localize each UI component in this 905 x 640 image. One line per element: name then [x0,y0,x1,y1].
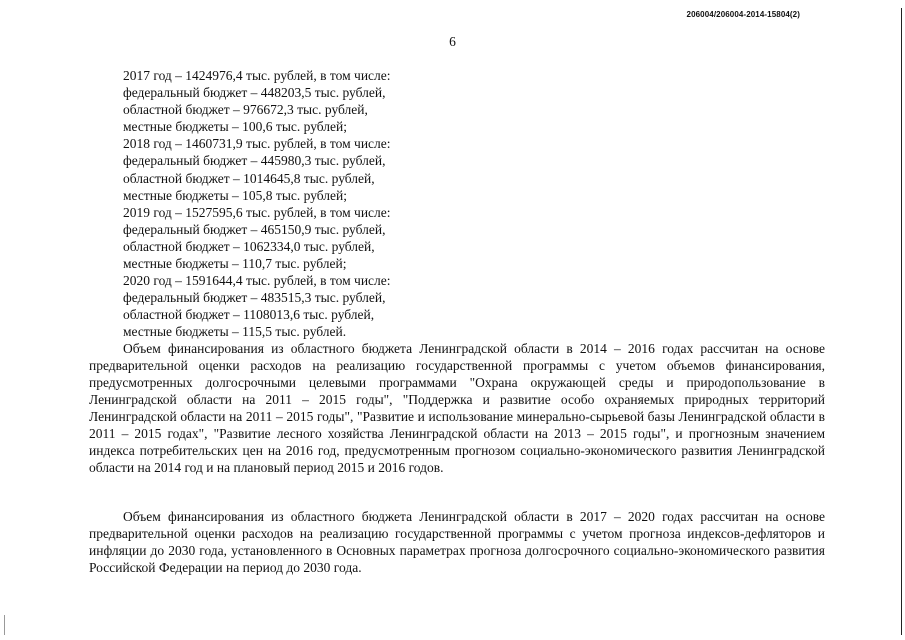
finance-line: местные бюджеты – 105,8 тыс. рублей; [123,187,348,203]
finance-line: 2019 год – 1527595,6 тыс. рублей, в том числе: [123,204,391,220]
finance-line: местные бюджеты – 110,7 тыс. рублей; [123,256,347,272]
page-number: 6 [449,34,456,49]
paragraph-financing-2014-2016: Объем финансирования из областного бюджета Ленинградской области в 2014 – 2016 годах рассчитан на основе предварительной оценки расходов на реализацию государственной программы с учетом объемов финансирования, предусмотренных долгосрочными целевыми программами "Охрана окружающей среды и природопользование в Ленинградской области на 2011 – 2015 годы", "Поддержка и развитие особо охраняемых природных территорий Ленинградской области на 2011 – 2015 годы", "Развитие и использование минерально-сырьевой базы Ленинградской области в 2011 – 2015 годах", "Развитие лесного хозяйства Ленинградской области на 2013 – 2015 годы", и прогнозным значением индекса потребительских цен на 2016 год, предусмотренным прогнозом социально-экономического развития Ленинградской области на 2014 год и на плановый период 2015 и 2016 годов. [89,341,825,475]
scan-edge-mark [4,615,5,635]
finance-line: областной бюджет – 1108013,6 тыс. рублей, [123,307,375,323]
finance-line: федеральный бюджет – 465150,9 тыс. рублей, [123,221,386,237]
finance-line: областной бюджет – 1062334,0 тыс. рублей, [123,238,375,254]
finance-line: федеральный бюджет – 448203,5 тыс. рублей, [123,85,386,101]
finance-line: федеральный бюджет – 483515,3 тыс. рублей, [123,290,386,306]
scan-edge-line [901,8,903,635]
finance-line: областной бюджет – 1014645,8 тыс. рублей, [123,170,375,186]
finance-by-year-list [123,67,391,341]
finance-line: местные бюджеты – 100,6 тыс. рублей; [123,119,348,135]
paragraph-financing-2017-2020: Объем финансирования из областного бюджета Ленинградской области в 2017 – 2020 годах рассчитан на основе предварительной оценки расходов на реализацию государственной программы с учетом прогноза индексов-дефляторов и инфляции до 2030 года, установленного в Основных параметрах прогноза долгосрочного социально-экономического развития Российской Федерации на период до 2030 года. [89,509,825,575]
document-id: 206004/206004-2014-15804(2) [686,10,800,19]
finance-line: областной бюджет – 976672,3 тыс. рублей, [123,102,368,118]
finance-line: 2018 год – 1460731,9 тыс. рублей, в том числе: [123,136,391,152]
finance-line: местные бюджеты – 115,5 тыс. рублей. [123,324,347,340]
finance-line: федеральный бюджет – 445980,3 тыс. рублей, [123,153,386,169]
finance-line: 2020 год – 1591644,4 тыс. рублей, в том числе: [123,273,391,289]
finance-line: 2017 год – 1424976,4 тыс. рублей, в том числе: [123,68,391,83]
